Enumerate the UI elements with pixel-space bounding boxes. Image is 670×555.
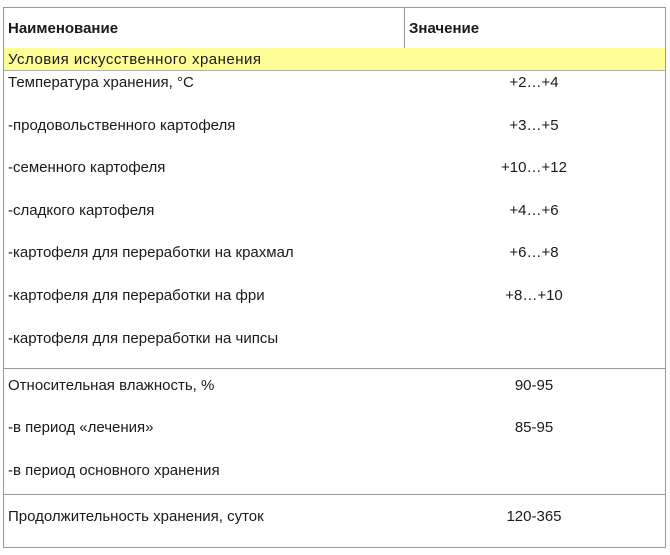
row-value: 120-365 (506, 508, 562, 525)
humidity-group (4, 369, 665, 495)
table-header (4, 8, 665, 49)
column-divider (404, 8, 405, 48)
row-name: Относительная влажность, % (8, 377, 215, 394)
row-value: +2…+4 (509, 74, 559, 91)
row-name: -в период основного хранения (8, 462, 220, 479)
row-name: -в период «лечения» (8, 419, 154, 436)
duration-group (4, 495, 665, 548)
temperature-group (4, 70, 665, 369)
row-name: -картофеля для переработки на чипсы (8, 330, 279, 347)
row-name: -сладкого картофеля (8, 202, 155, 219)
row-name: -продовольственного картофеля (8, 117, 236, 134)
row-value: +6…+8 (509, 244, 559, 261)
row-value: +3…+5 (509, 117, 559, 134)
row-value: +8…+10 (505, 287, 563, 304)
value-column-header: Значение (409, 20, 480, 37)
storage-conditions-table (3, 7, 666, 548)
row-name: Продолжительность хранения, суток (8, 508, 264, 525)
row-name: -семенного картофеля (8, 159, 166, 176)
row-value: 90-95 (514, 377, 554, 394)
section-title: Условия искусственного хранения (8, 51, 262, 68)
row-name: -картофеля для переработки на фри (8, 287, 265, 304)
row-name: -картофеля для переработки на крахмал (8, 244, 294, 261)
row-value: 85-95 (514, 419, 554, 436)
row-name: Температура хранения, °C (8, 74, 194, 91)
row-value: +4…+6 (509, 202, 559, 219)
section-header-row (4, 48, 665, 71)
name-column-header: Наименование (8, 20, 119, 37)
row-value: +10…+12 (501, 159, 567, 176)
